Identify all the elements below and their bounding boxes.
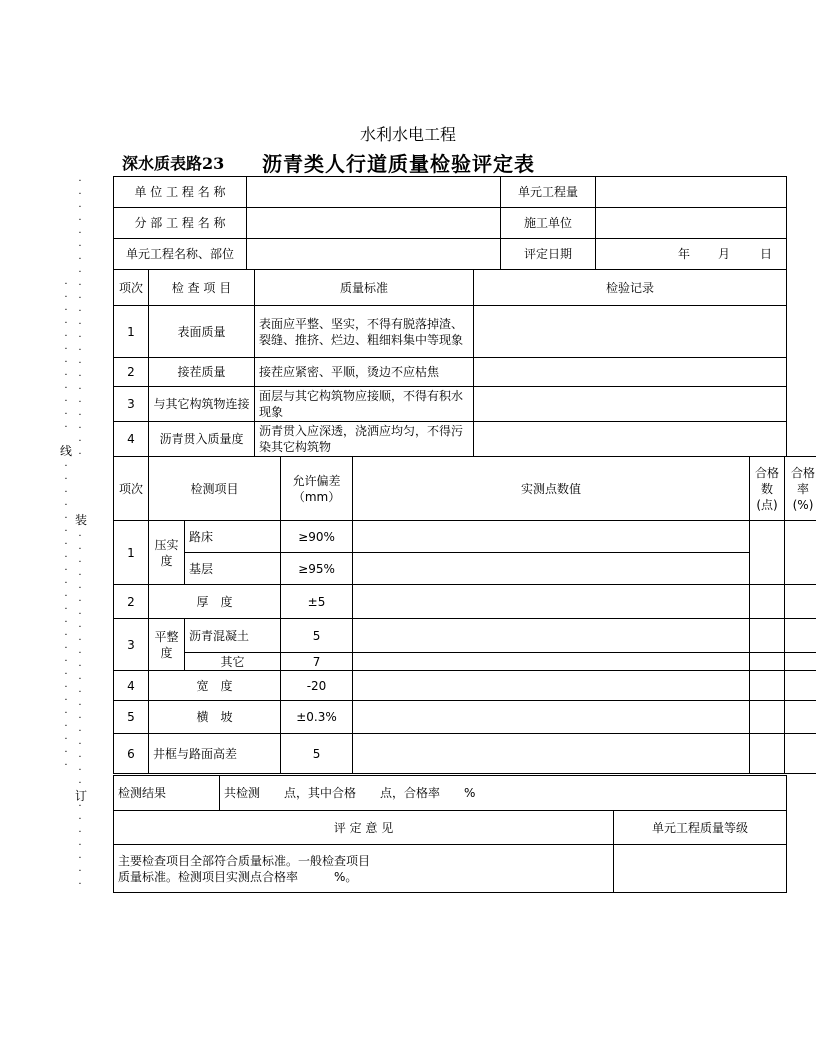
contractor-label: 施工单位	[501, 208, 596, 239]
binding-dotted-line-middle: · · · · · · · · · · · · · · · · · · · ·	[78, 531, 82, 789]
binding-dotted-line-left-lower: · · · · · · · · · · · · · · · · · · · · · · · ·	[64, 461, 68, 771]
pass-count-field[interactable]	[750, 585, 785, 619]
inspection-standard: 面层与其它构筑物应接顺，不得有积水现象	[255, 387, 474, 422]
compaction-group-label: 压实度	[149, 521, 185, 585]
measure-no: 5	[114, 701, 149, 734]
width-label: 宽 度	[149, 671, 281, 701]
info-table	[113, 176, 787, 270]
pass-rate-field[interactable]	[785, 671, 816, 701]
inspection-standard-header: 质量标准	[255, 270, 474, 306]
division-field[interactable]	[247, 208, 501, 239]
inspection-item: 表面质量	[149, 306, 255, 358]
inspection-record-header: 检验记录	[474, 270, 787, 306]
measured-values-field[interactable]	[353, 553, 750, 585]
pass-count-field[interactable]	[750, 701, 785, 734]
pass-rate-field[interactable]	[785, 619, 816, 653]
unit-project-field[interactable]	[247, 177, 501, 208]
unit-project-label: 单 位 工 程 名 称	[114, 177, 247, 208]
measure-pass-count-header: 合格数(点)	[750, 457, 785, 521]
result-table	[113, 775, 787, 811]
slope-label: 横 坡	[149, 701, 281, 734]
eval-date-label: 评定日期	[501, 239, 596, 270]
inspection-no: 1	[114, 306, 149, 358]
binding-dotted-line-lower: · · · · · · ·	[78, 801, 82, 890]
base-label: 基层	[185, 553, 281, 585]
measured-values-field[interactable]	[353, 734, 750, 774]
evaluation-table	[113, 810, 787, 893]
measure-no: 1	[114, 521, 149, 585]
road-bed-label: 路床	[185, 521, 281, 553]
inspection-standard: 沥青贯入应深透，浇洒应均匀，不得污染其它构筑物	[255, 422, 474, 457]
year-label: 年	[677, 247, 690, 261]
pass-rate-field[interactable]	[785, 585, 816, 619]
measure-values-header: 实测点数值	[353, 457, 750, 521]
result-label: 检测结果	[114, 776, 220, 811]
measure-no: 6	[114, 734, 149, 774]
measurement-table	[113, 456, 816, 774]
thickness-label: 厚 度	[149, 585, 281, 619]
inspection-item: 与其它构筑物连接	[149, 387, 255, 422]
slope-tolerance: ±0.3%	[281, 701, 353, 734]
measure-no-header: 项次	[114, 457, 149, 521]
grade-field[interactable]	[614, 845, 787, 893]
measured-values-field[interactable]	[353, 701, 750, 734]
day-label: 日	[759, 247, 772, 261]
binding-mark-order: 订	[75, 789, 88, 803]
binding-mark-bind: 装	[75, 513, 88, 527]
inspection-item: 沥青贯入质量度	[149, 422, 255, 457]
binding-mark-line: 线	[60, 444, 73, 458]
form-title: 沥青类人行道质量检验评定表	[262, 152, 535, 176]
element-field[interactable]	[247, 239, 501, 270]
pass-count-field[interactable]	[750, 734, 785, 774]
measured-values-field[interactable]	[353, 671, 750, 701]
inspection-record-field[interactable]	[474, 358, 787, 387]
project-category-title: 水利水电工程	[359, 125, 456, 144]
well-frame-tolerance: 5	[281, 734, 353, 774]
other-tolerance: 7	[281, 653, 353, 671]
well-frame-label: 井框与路面高差	[149, 734, 281, 774]
base-tolerance: ≥95%	[281, 553, 353, 585]
measure-item-header: 检测项目	[149, 457, 281, 521]
inspection-standard: 接茬应紧密、平顺，烫边不应枯焦	[255, 358, 474, 387]
width-tolerance: -20	[281, 671, 353, 701]
measure-pass-rate-header: 合格率(%)	[785, 457, 816, 521]
pass-rate-field[interactable]	[785, 653, 816, 671]
measure-tolerance-header: 允许偏差（mm）	[281, 457, 353, 521]
opinion-header: 评 定 意 见	[114, 811, 614, 845]
pass-rate-field[interactable]	[785, 701, 816, 734]
contractor-field[interactable]	[596, 208, 787, 239]
measure-no: 4	[114, 671, 149, 701]
opinion-line-2: 质量标准。检测项目实测点合格率 %。	[118, 869, 358, 884]
road-bed-tolerance: ≥90%	[281, 521, 353, 553]
asphalt-concrete-tolerance: 5	[281, 619, 353, 653]
measured-values-field[interactable]	[353, 653, 750, 671]
pass-rate-field[interactable]	[785, 521, 816, 585]
opinion-line-1: 主要检查项目全部符合质量标准。一般检查项目	[118, 853, 371, 868]
flatness-group-label: 平整度	[149, 619, 185, 671]
measured-values-field[interactable]	[353, 619, 750, 653]
division-label: 分 部 工 程 名 称	[114, 208, 247, 239]
pass-count-field[interactable]	[750, 521, 785, 585]
opinion-field[interactable]	[114, 845, 614, 893]
pass-count-field[interactable]	[750, 619, 785, 653]
result-summary[interactable]: 共检测 点，其中合格 点，合格率 %	[220, 776, 787, 811]
inspection-table	[113, 269, 787, 457]
inspection-standard: 表面应平整、坚实，不得有脱落掉渣、裂缝、推挤、烂边、粗细料集中等现象	[255, 306, 474, 358]
measured-values-field[interactable]	[353, 521, 750, 553]
inspection-no: 2	[114, 358, 149, 387]
inspection-record-field[interactable]	[474, 306, 787, 358]
inspection-no: 3	[114, 387, 149, 422]
inspection-record-field[interactable]	[474, 387, 787, 422]
grade-header: 单元工程质量等级	[614, 811, 787, 845]
asphalt-concrete-label: 沥青混凝土	[185, 619, 281, 653]
inspection-item: 接茬质量	[149, 358, 255, 387]
thickness-tolerance: ±5	[281, 585, 353, 619]
pass-count-field[interactable]	[750, 671, 785, 701]
measure-no: 2	[114, 585, 149, 619]
measured-values-field[interactable]	[353, 585, 750, 619]
inspection-record-field[interactable]	[474, 422, 787, 457]
eval-date-field[interactable]	[596, 239, 787, 270]
inspection-item-header: 检 查 项 目	[149, 270, 255, 306]
unit-quantity-label: 单元工程量	[501, 177, 596, 208]
month-label: 月	[717, 247, 730, 261]
inspection-no: 4	[114, 422, 149, 457]
pass-rate-field[interactable]	[785, 734, 816, 774]
element-label: 单元工程名称、部位	[114, 239, 247, 270]
form-code: 深水质表路23	[122, 154, 225, 173]
inspection-no-header: 项次	[114, 270, 149, 306]
measure-no: 3	[114, 619, 149, 671]
binding-dotted-line-left-upper: · · · · · · · · · · · ·	[64, 279, 68, 433]
binding-dotted-line-upper: · · · · · · · · · · · · · · · · · · · · · ·	[78, 176, 82, 460]
unit-quantity-field[interactable]	[596, 177, 787, 208]
pass-count-field[interactable]	[750, 653, 785, 671]
other-label: 其它	[185, 653, 281, 671]
